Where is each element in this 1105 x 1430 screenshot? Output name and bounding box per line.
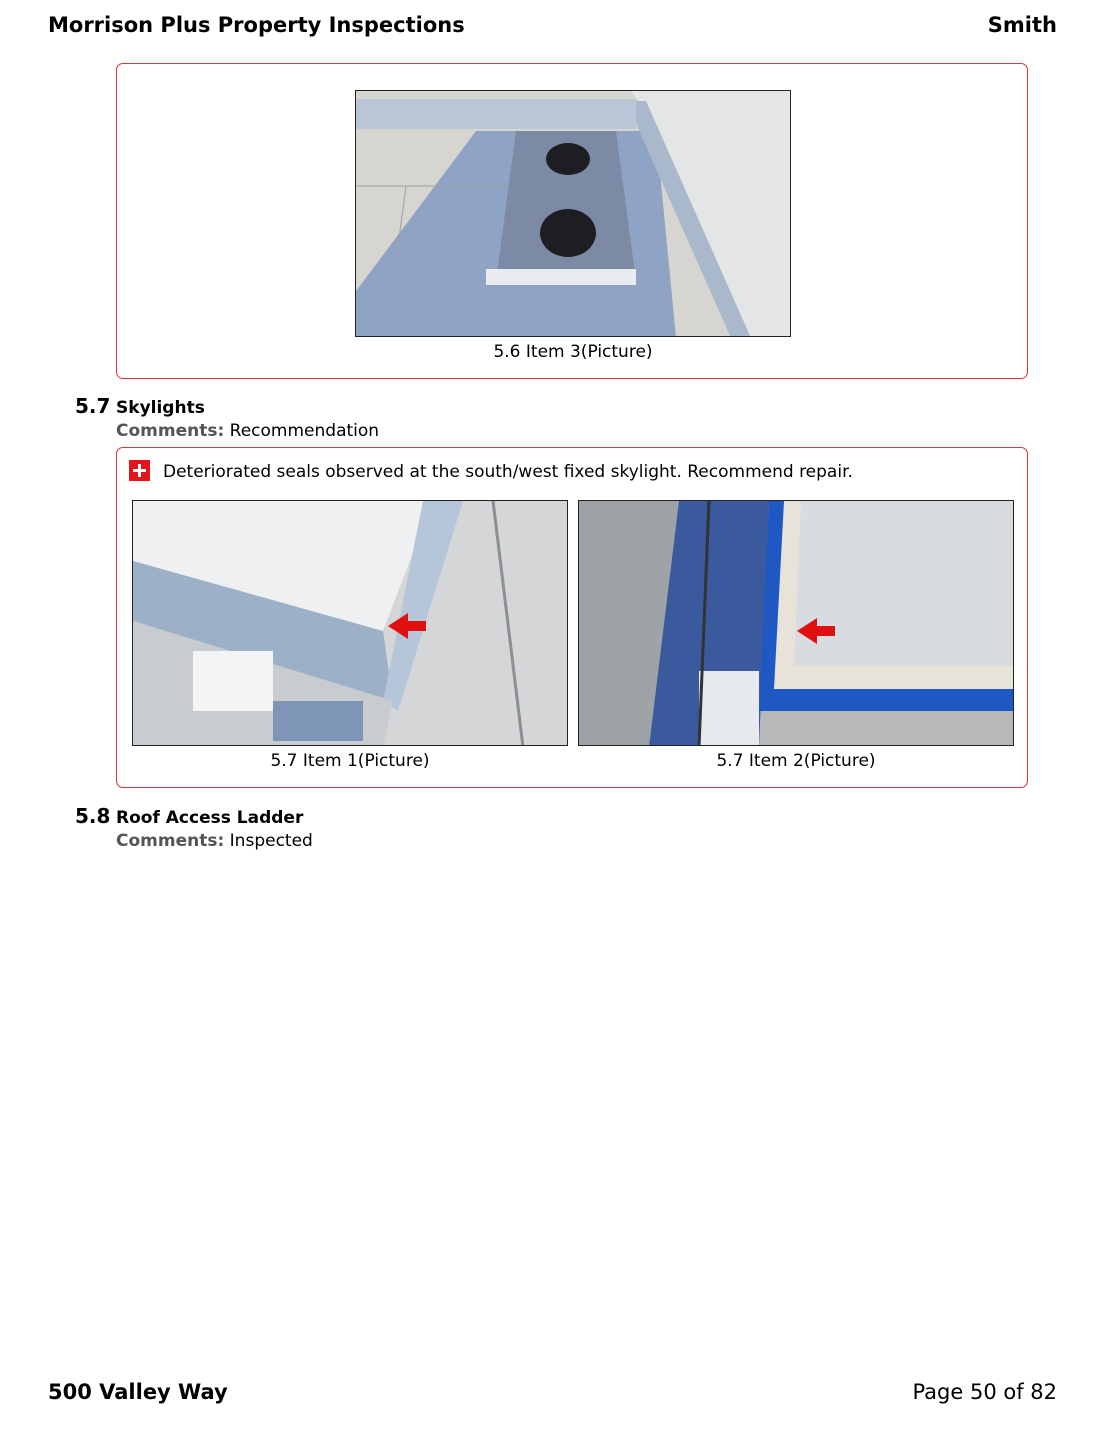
skylight-photo-1[interactable] bbox=[132, 500, 568, 746]
skylight-photo-2[interactable] bbox=[578, 500, 1014, 746]
observation-text: Deteriorated seals observed at the south/west fixed skylight. Recommend repair. bbox=[163, 462, 853, 482]
section-number: 5.7 bbox=[75, 394, 111, 418]
photo-caption: 5.7 Item 2(Picture) bbox=[716, 751, 876, 771]
comments-label: Comments: bbox=[116, 421, 225, 441]
section-title: Roof Access Ladder bbox=[116, 808, 304, 828]
section-title: Skylights bbox=[116, 398, 205, 418]
photo-caption: 5.6 Item 3(Picture) bbox=[493, 342, 653, 362]
section-comments-5-8 bbox=[116, 831, 313, 851]
section-heading-5-7 bbox=[75, 394, 205, 418]
photo-caption: 5.7 Item 1(Picture) bbox=[270, 751, 430, 771]
photo-box-5-6 bbox=[116, 63, 1028, 379]
comments-value: Recommendation bbox=[229, 421, 380, 441]
warning-plus-icon bbox=[129, 460, 150, 481]
roof-drain-photo[interactable] bbox=[355, 90, 791, 337]
comments-value: Inspected bbox=[229, 831, 313, 851]
report-company-name: Morrison Plus Property Inspections bbox=[48, 13, 465, 37]
property-address: 500 Valley Way bbox=[48, 1380, 228, 1404]
page-number: Page 50 of 82 bbox=[912, 1380, 1057, 1404]
section-number: 5.8 bbox=[75, 804, 111, 828]
report-client-name: Smith bbox=[987, 13, 1057, 37]
observation-note bbox=[129, 462, 853, 482]
section-comments-5-7 bbox=[116, 421, 379, 441]
comments-label: Comments: bbox=[116, 831, 225, 851]
observation-box-5-7 bbox=[116, 447, 1028, 788]
section-heading-5-8 bbox=[75, 804, 303, 828]
